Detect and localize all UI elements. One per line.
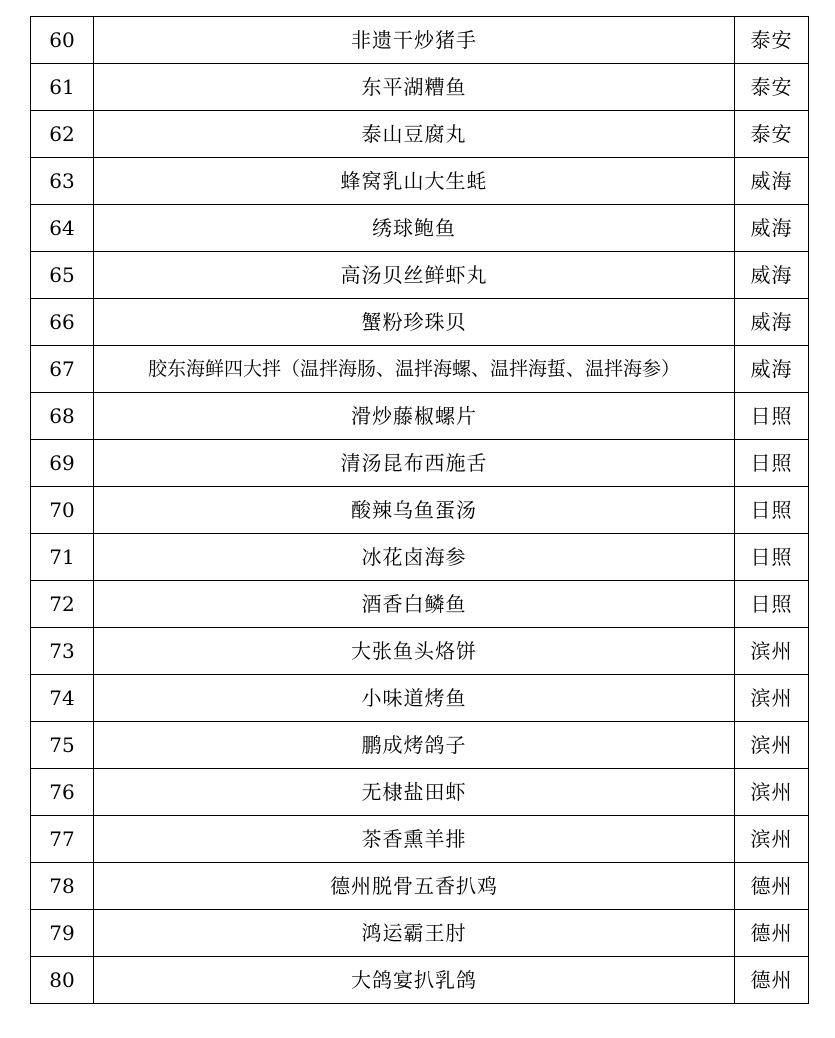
table-row: [31, 440, 809, 487]
dish-name: 胶东海鲜四大拌（温拌海肠、温拌海螺、温拌海蜇、温拌海参）: [94, 346, 735, 393]
table-row: [31, 534, 809, 581]
city-name: 威海: [735, 205, 809, 252]
table-row: [31, 863, 809, 910]
city-name: 泰安: [735, 111, 809, 158]
dish-name: 清汤昆布西施舌: [94, 440, 735, 487]
dish-name: 蟹粉珍珠贝: [94, 299, 735, 346]
row-number: 68: [31, 393, 94, 440]
city-name: 德州: [735, 863, 809, 910]
city-name: 威海: [735, 252, 809, 299]
table-row: [31, 252, 809, 299]
dish-name: 鹏成烤鸽子: [94, 722, 735, 769]
table-row: [31, 17, 809, 64]
city-name: 滨州: [735, 722, 809, 769]
row-number: 75: [31, 722, 94, 769]
table-row: [31, 769, 809, 816]
table-row: [31, 111, 809, 158]
row-number: 77: [31, 816, 94, 863]
dish-table-body: [31, 17, 809, 1004]
table-row: [31, 910, 809, 957]
row-number: 80: [31, 957, 94, 1004]
dish-name: 无棣盐田虾: [94, 769, 735, 816]
city-name: 滨州: [735, 628, 809, 675]
row-number: 60: [31, 17, 94, 64]
city-name: 日照: [735, 393, 809, 440]
row-number: 67: [31, 346, 94, 393]
table-row: [31, 205, 809, 252]
city-name: 泰安: [735, 17, 809, 64]
dish-name: 小味道烤鱼: [94, 675, 735, 722]
dish-name: 鸿运霸王肘: [94, 910, 735, 957]
row-number: 74: [31, 675, 94, 722]
row-number: 73: [31, 628, 94, 675]
city-name: 泰安: [735, 64, 809, 111]
row-number: 64: [31, 205, 94, 252]
row-number: 66: [31, 299, 94, 346]
dish-name: 非遗干炒猪手: [94, 17, 735, 64]
row-number: 79: [31, 910, 94, 957]
table-row: [31, 581, 809, 628]
table-row: [31, 816, 809, 863]
dish-name: 高汤贝丝鲜虾丸: [94, 252, 735, 299]
dish-name: 茶香熏羊排: [94, 816, 735, 863]
city-name: 威海: [735, 158, 809, 205]
dish-name: 冰花卤海参: [94, 534, 735, 581]
dish-name: 大鸽宴扒乳鸽: [94, 957, 735, 1004]
table-row: [31, 628, 809, 675]
row-number: 62: [31, 111, 94, 158]
table-row: [31, 158, 809, 205]
city-name: 德州: [735, 910, 809, 957]
dish-name: 东平湖糟鱼: [94, 64, 735, 111]
dish-table: [30, 16, 809, 1004]
dish-name: 泰山豆腐丸: [94, 111, 735, 158]
dish-name: 绣球鲍鱼: [94, 205, 735, 252]
row-number: 78: [31, 863, 94, 910]
dish-name: 蜂窝乳山大生蚝: [94, 158, 735, 205]
city-name: 日照: [735, 581, 809, 628]
city-name: 日照: [735, 534, 809, 581]
table-row: [31, 346, 809, 393]
city-name: 日照: [735, 487, 809, 534]
dish-name: 酸辣乌鱼蛋汤: [94, 487, 735, 534]
row-number: 69: [31, 440, 94, 487]
dish-name: 大张鱼头烙饼: [94, 628, 735, 675]
table-row: [31, 64, 809, 111]
city-name: 滨州: [735, 675, 809, 722]
row-number: 65: [31, 252, 94, 299]
table-row: [31, 299, 809, 346]
dish-name: 滑炒藤椒螺片: [94, 393, 735, 440]
table-row: [31, 487, 809, 534]
row-number: 71: [31, 534, 94, 581]
city-name: 威海: [735, 299, 809, 346]
city-name: 威海: [735, 346, 809, 393]
table-row: [31, 393, 809, 440]
row-number: 70: [31, 487, 94, 534]
table-row: [31, 675, 809, 722]
city-name: 日照: [735, 440, 809, 487]
city-name: 德州: [735, 957, 809, 1004]
city-name: 滨州: [735, 816, 809, 863]
table-row: [31, 957, 809, 1004]
row-number: 76: [31, 769, 94, 816]
row-number: 61: [31, 64, 94, 111]
table-row: [31, 722, 809, 769]
row-number: 72: [31, 581, 94, 628]
dish-name: 德州脱骨五香扒鸡: [94, 863, 735, 910]
city-name: 滨州: [735, 769, 809, 816]
row-number: 63: [31, 158, 94, 205]
dish-name: 酒香白鳞鱼: [94, 581, 735, 628]
